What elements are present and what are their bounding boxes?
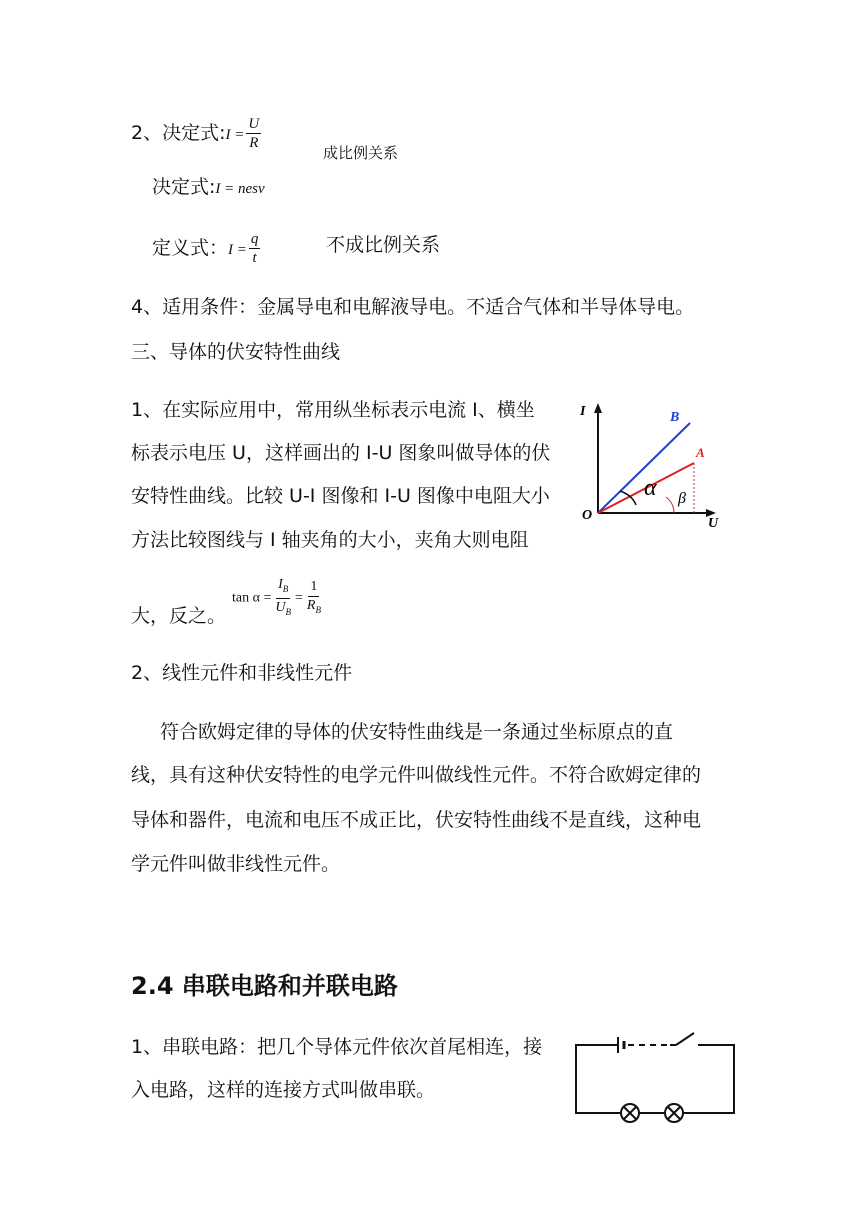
formula-lhs-q: I =	[228, 242, 247, 258]
ib-letter: I	[278, 577, 283, 592]
ub-sub: B	[285, 606, 291, 617]
one-numerator: 1	[308, 578, 319, 597]
definition-label: 定义式：	[152, 237, 229, 259]
determining-label: 2、决定式:	[131, 122, 226, 144]
tan-formula	[232, 576, 325, 621]
applicability-condition: 4、适用条件：金属导电和电解液导电。不适合气体和半导体导电。	[131, 296, 695, 318]
determining-label-2: 决定式:	[152, 176, 216, 198]
rb-sub: B	[315, 604, 321, 615]
para1-line-4: 方法比较图线与 I 轴夹角的大小，夹角大则电阻	[131, 529, 529, 551]
axis-label-i: I	[580, 404, 586, 419]
section-heading-2-4: 2.4 串联电路和并联电路	[131, 972, 398, 1000]
numerator-q: q	[250, 231, 259, 247]
determining-formula-1	[131, 115, 263, 152]
para2-line-3: 导体和器件，电流和电压不成正比，伏安特性曲线不是直线，这种电	[131, 809, 702, 831]
line-b-label: B	[670, 410, 680, 425]
definition-formula	[152, 230, 262, 267]
left-wire	[576, 1045, 622, 1113]
para1-line-2: 标表示电压 U，这样画出的 I-U 图象叫做导体的伏	[131, 442, 551, 464]
open-switch	[676, 1033, 694, 1045]
right-wire	[682, 1045, 734, 1113]
numerator: U	[248, 116, 260, 132]
ub-denominator	[273, 599, 293, 621]
origin-label: O	[582, 508, 593, 523]
para1-line-3: 安特性曲线。比较 U-I 图像和 I-U 图像中电阻大小	[131, 485, 550, 507]
section-heading-iv-curve: 三、导体的伏安特性曲线	[131, 341, 341, 363]
equals-sign: =	[294, 590, 303, 606]
ib-numerator	[276, 576, 290, 599]
proportional-note: 成比例关系	[323, 144, 399, 162]
para1-line-1: 1、在实际应用中，常用纵坐标表示电流 I、横坐	[131, 399, 535, 421]
series-line-1: 1、串联电路：把几个导体元件依次首尾相连，接	[131, 1036, 543, 1058]
y-axis-arrow	[594, 403, 602, 413]
fraction-u-over-r	[246, 115, 261, 152]
beta-symbol: β	[678, 490, 686, 507]
para1-line-5: 大，反之。	[131, 605, 227, 627]
denominator: R	[249, 135, 259, 151]
fraction-ib-ub	[273, 576, 293, 621]
para2-line-4: 学元件叫做非线性元件。	[131, 853, 341, 875]
formula-lhs: I =	[225, 127, 245, 143]
series-line-2: 入电路，这样的连接方式叫做串联。	[131, 1079, 436, 1101]
formula-nesv: I = nesv	[215, 181, 265, 197]
iv-characteristic-graph	[578, 395, 728, 535]
fraction-q-over-t	[249, 230, 261, 267]
series-circuit-diagram	[570, 1025, 740, 1130]
ib-sub: B	[282, 583, 289, 594]
line-a-label: A	[696, 445, 705, 460]
tan-lhs: tan α =	[232, 590, 272, 606]
para2-line-2: 线，具有这种伏安特性的电学元件叫做线性元件。不符合欧姆定律的	[131, 764, 702, 786]
rb-letter: R	[306, 597, 316, 613]
not-proportional-note: 不成比例关系	[326, 234, 441, 256]
para2-line-1: 符合欧姆定律的导体的伏安特性曲线是一条通过坐标原点的直	[160, 721, 674, 743]
ub-letter: U	[275, 599, 286, 615]
axis-label-u: U	[708, 516, 719, 531]
fraction-one-rb	[305, 578, 323, 619]
determining-formula-2	[152, 175, 265, 201]
para2-title: 2、线性元件和非线性元件	[131, 662, 353, 684]
beta-arc	[666, 497, 674, 513]
rb-denominator	[305, 597, 323, 619]
alpha-symbol: α	[644, 475, 657, 501]
denominator-t: t	[252, 250, 257, 266]
